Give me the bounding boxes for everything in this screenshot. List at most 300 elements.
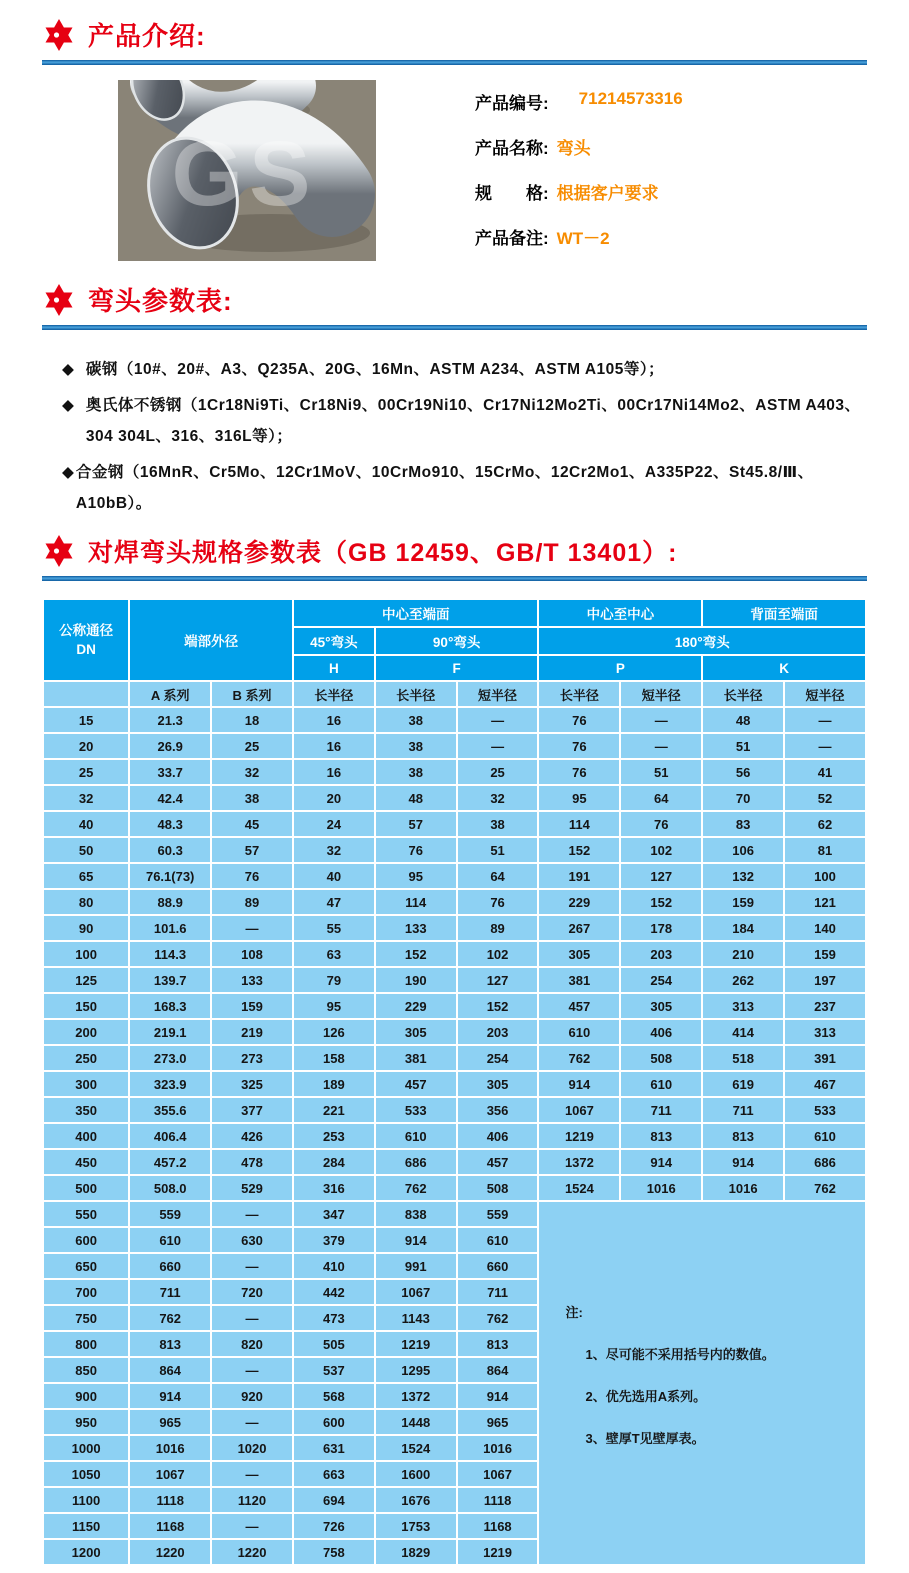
table-cell: 56 bbox=[703, 760, 783, 784]
table-cell: 533 bbox=[785, 1098, 865, 1122]
product-field-label: 产品备注: bbox=[475, 229, 549, 248]
table-row bbox=[44, 708, 865, 732]
table-header-cell: F bbox=[376, 656, 538, 680]
table-cell: 76.1(73) bbox=[130, 864, 210, 888]
table-cell: 305 bbox=[539, 942, 619, 966]
table-cell: 838 bbox=[376, 1202, 456, 1226]
table-cell: 762 bbox=[458, 1306, 538, 1330]
table-cell: 76 bbox=[621, 812, 701, 836]
table-cell: 1600 bbox=[376, 1462, 456, 1486]
table-cell: 381 bbox=[539, 968, 619, 992]
table-header-cell: H bbox=[294, 656, 374, 680]
table-cell: 184 bbox=[703, 916, 783, 940]
table-cell: 1219 bbox=[376, 1332, 456, 1356]
table-cell: 313 bbox=[785, 1020, 865, 1044]
table-cell: 473 bbox=[294, 1306, 374, 1330]
table-cell: 62 bbox=[785, 812, 865, 836]
table-row bbox=[44, 812, 865, 836]
table-cell: 442 bbox=[294, 1280, 374, 1304]
table-cell: 219 bbox=[212, 1020, 292, 1044]
table-cell: 127 bbox=[621, 864, 701, 888]
table-note-cell bbox=[539, 1202, 865, 1564]
table-cell: 1000 bbox=[44, 1436, 128, 1460]
table-cell: 262 bbox=[703, 968, 783, 992]
table-cell: 267 bbox=[539, 916, 619, 940]
table-cell: 316 bbox=[294, 1176, 374, 1200]
table-cell: 457 bbox=[376, 1072, 456, 1096]
table-cell: 1120 bbox=[212, 1488, 292, 1512]
table-cell: 813 bbox=[703, 1124, 783, 1148]
product-field bbox=[475, 224, 683, 269]
table-cell: 203 bbox=[621, 942, 701, 966]
product-field-value: 弯头 bbox=[556, 139, 591, 158]
table-cell: 26.9 bbox=[130, 734, 210, 758]
materials-list bbox=[42, 354, 867, 519]
table-cell: 864 bbox=[458, 1358, 538, 1382]
red-star-icon bbox=[42, 18, 76, 52]
table-cell: 550 bbox=[44, 1202, 128, 1226]
table-cell: 25 bbox=[458, 760, 538, 784]
table-cell: 76 bbox=[539, 708, 619, 732]
table-cell: — bbox=[212, 916, 292, 940]
table-cell: 152 bbox=[376, 942, 456, 966]
table-cell: 100 bbox=[44, 942, 128, 966]
table-cell: 197 bbox=[785, 968, 865, 992]
table-cell: 63 bbox=[294, 942, 374, 966]
table-cell: 457 bbox=[458, 1150, 538, 1174]
table-row bbox=[44, 1176, 865, 1200]
divider-line bbox=[42, 60, 867, 65]
table-cell: 20 bbox=[294, 786, 374, 810]
table-cell: 1020 bbox=[212, 1436, 292, 1460]
table-cell: 33.7 bbox=[130, 760, 210, 784]
table-subheader-cell: A 系列 bbox=[130, 682, 210, 706]
table-cell: 158 bbox=[294, 1046, 374, 1070]
table-cell: 32 bbox=[294, 838, 374, 862]
table-cell: 203 bbox=[458, 1020, 538, 1044]
table-subheader-cell: B 系列 bbox=[212, 682, 292, 706]
table-cell: 377 bbox=[212, 1098, 292, 1122]
table-subheader-cell: 长半径 bbox=[376, 682, 456, 706]
photo-watermark: GS bbox=[171, 123, 317, 225]
table-cell: 660 bbox=[458, 1254, 538, 1278]
table-cell: 347 bbox=[294, 1202, 374, 1226]
table-cell: 914 bbox=[458, 1384, 538, 1408]
table-subheader-cell: 短半径 bbox=[785, 682, 865, 706]
table-row bbox=[44, 864, 865, 888]
table-cell: 619 bbox=[703, 1072, 783, 1096]
table-cell: 350 bbox=[44, 1098, 128, 1122]
table-cell: 108 bbox=[212, 942, 292, 966]
table-cell: 900 bbox=[44, 1384, 128, 1408]
table-cell: 81 bbox=[785, 838, 865, 862]
table-cell: 457.2 bbox=[130, 1150, 210, 1174]
table-cell: 48 bbox=[703, 708, 783, 732]
table-cell: 914 bbox=[130, 1384, 210, 1408]
table-cell: 305 bbox=[376, 1020, 456, 1044]
table-cell: 191 bbox=[539, 864, 619, 888]
table-cell: 991 bbox=[376, 1254, 456, 1278]
table-cell: 313 bbox=[703, 994, 783, 1018]
table-cell: 700 bbox=[44, 1280, 128, 1304]
table-cell: 200 bbox=[44, 1020, 128, 1044]
table-header-cell: P bbox=[539, 656, 701, 680]
table-cell: 1200 bbox=[44, 1540, 128, 1564]
table-cell: 305 bbox=[621, 994, 701, 1018]
table-cell: 631 bbox=[294, 1436, 374, 1460]
table-cell: 210 bbox=[703, 942, 783, 966]
table-cell: 381 bbox=[376, 1046, 456, 1070]
table-subheader-cell: 长半径 bbox=[294, 682, 374, 706]
table-cell: 694 bbox=[294, 1488, 374, 1512]
table-cell: 1295 bbox=[376, 1358, 456, 1382]
table-header-cell: 45°弯头 bbox=[294, 628, 374, 654]
table-cell: 800 bbox=[44, 1332, 128, 1356]
table-row bbox=[44, 890, 865, 914]
table-row bbox=[44, 942, 865, 966]
table-row bbox=[44, 968, 865, 992]
table-header-cell: 公称通径 DN bbox=[44, 600, 128, 680]
table-cell: 610 bbox=[539, 1020, 619, 1044]
product-field bbox=[475, 134, 683, 179]
table-cell: 114 bbox=[539, 812, 619, 836]
table-cell: 64 bbox=[458, 864, 538, 888]
table-cell: 250 bbox=[44, 1046, 128, 1070]
table-cell: 478 bbox=[212, 1150, 292, 1174]
table-header-cell: K bbox=[703, 656, 865, 680]
table-cell: 16 bbox=[294, 760, 374, 784]
table-cell: 1067 bbox=[376, 1280, 456, 1304]
table-cell: 114.3 bbox=[130, 942, 210, 966]
material-bullet-text: 碳钢（10#、20#、A3、Q235A、20G、16Mn、ASTM A234、ASTM A105等）； bbox=[85, 361, 665, 378]
table-cell: 133 bbox=[212, 968, 292, 992]
table-cell: 16 bbox=[294, 708, 374, 732]
table-row bbox=[44, 600, 865, 626]
table-cell: 762 bbox=[130, 1306, 210, 1330]
table-cell: 229 bbox=[376, 994, 456, 1018]
material-bullet-text: 合金钢（16MnR、Cr5Mo、12Cr1MoV、10CrMo910、15CrMo、12Cr2Mo1、A335P22、St45.8/Ⅲ、A10bB）。 bbox=[75, 464, 814, 512]
table-cell: 125 bbox=[44, 968, 128, 992]
table-cell: 1118 bbox=[130, 1488, 210, 1512]
product-field-label: 产品编号: bbox=[475, 94, 549, 113]
table-cell: 48 bbox=[376, 786, 456, 810]
table-cell: 76 bbox=[539, 734, 619, 758]
table-cell: 95 bbox=[376, 864, 456, 888]
table-row bbox=[44, 838, 865, 862]
table-cell: 60.3 bbox=[130, 838, 210, 862]
table-row bbox=[44, 1098, 865, 1122]
table-cell: 102 bbox=[621, 838, 701, 862]
table-cell: — bbox=[212, 1254, 292, 1278]
table-cell: 32 bbox=[458, 786, 538, 810]
table-cell: 140 bbox=[785, 916, 865, 940]
table-cell: 559 bbox=[130, 1202, 210, 1226]
table-cell: 406 bbox=[621, 1020, 701, 1044]
table-cell: 189 bbox=[294, 1072, 374, 1096]
table-cell: 323.9 bbox=[130, 1072, 210, 1096]
table-cell: 101.6 bbox=[130, 916, 210, 940]
table-cell: 1050 bbox=[44, 1462, 128, 1486]
table-cell: 38 bbox=[376, 734, 456, 758]
table-header-cell: 中心至端面 bbox=[294, 600, 538, 626]
table-cell: 1219 bbox=[458, 1540, 538, 1564]
table-cell: 15 bbox=[44, 708, 128, 732]
table-cell: 90 bbox=[44, 916, 128, 940]
table-cell: 32 bbox=[44, 786, 128, 810]
table-cell: 610 bbox=[621, 1072, 701, 1096]
table-cell: — bbox=[621, 734, 701, 758]
note-item: 2、优先选用A系列。 bbox=[585, 1389, 707, 1404]
section-intro-header bbox=[42, 0, 867, 53]
product-field-label: 规 格: bbox=[475, 184, 549, 203]
table-cell: 537 bbox=[294, 1358, 374, 1382]
section-intro-title: 产品介绍: bbox=[88, 21, 206, 51]
table-row bbox=[44, 916, 865, 940]
table-cell: 32 bbox=[212, 760, 292, 784]
product-field bbox=[475, 89, 683, 134]
table-cell: 508.0 bbox=[130, 1176, 210, 1200]
table-row bbox=[44, 760, 865, 784]
table-cell: 132 bbox=[703, 864, 783, 888]
table-header-cell: 90°弯头 bbox=[376, 628, 538, 654]
red-star-icon bbox=[42, 283, 76, 317]
table-cell: 178 bbox=[621, 916, 701, 940]
table-cell: 1067 bbox=[458, 1462, 538, 1486]
table-header-cell: 背面至端面 bbox=[703, 600, 865, 626]
table-cell: 920 bbox=[212, 1384, 292, 1408]
table-cell: 190 bbox=[376, 968, 456, 992]
table-cell: 820 bbox=[212, 1332, 292, 1356]
material-bullet bbox=[62, 390, 867, 452]
divider-line bbox=[42, 325, 867, 330]
table-cell: 965 bbox=[130, 1410, 210, 1434]
table-cell: 254 bbox=[621, 968, 701, 992]
table-cell: 254 bbox=[458, 1046, 538, 1070]
table-cell: 1524 bbox=[376, 1436, 456, 1460]
note-item: 1、尽可能不采用括号内的数值。 bbox=[585, 1347, 775, 1362]
table-cell: 16 bbox=[294, 734, 374, 758]
table-row bbox=[44, 1046, 865, 1070]
table-cell: 38 bbox=[458, 812, 538, 836]
table-cell: 1448 bbox=[376, 1410, 456, 1434]
table-cell: 159 bbox=[703, 890, 783, 914]
table-cell: 1829 bbox=[376, 1540, 456, 1564]
divider-line bbox=[42, 576, 867, 581]
table-subheader-cell: 长半径 bbox=[539, 682, 619, 706]
product-intro-row bbox=[42, 80, 867, 261]
table-cell: 127 bbox=[458, 968, 538, 992]
table-cell: 89 bbox=[212, 890, 292, 914]
table-cell: 51 bbox=[703, 734, 783, 758]
table-cell: 159 bbox=[212, 994, 292, 1018]
table-cell: 529 bbox=[212, 1176, 292, 1200]
table-cell: 168.3 bbox=[130, 994, 210, 1018]
table-cell: — bbox=[212, 1462, 292, 1486]
table-cell: 121 bbox=[785, 890, 865, 914]
table-cell: 1016 bbox=[703, 1176, 783, 1200]
table-cell: — bbox=[212, 1410, 292, 1434]
table-cell: 229 bbox=[539, 890, 619, 914]
table-cell: 1118 bbox=[458, 1488, 538, 1512]
table-cell: 914 bbox=[621, 1150, 701, 1174]
table-cell: 813 bbox=[130, 1332, 210, 1356]
table-cell: 426 bbox=[212, 1124, 292, 1148]
table-cell: 114 bbox=[376, 890, 456, 914]
table-subheader-cell: 短半径 bbox=[458, 682, 538, 706]
product-field-value: 根据客户要求 bbox=[556, 184, 659, 203]
product-photo bbox=[118, 80, 376, 261]
material-bullet-text: 奥氏体不锈钢（1Cr18Ni9Ti、Cr18Ni9、00Cr19Ni10、Cr17Ni12Mo2Ti、00Cr17Ni14Mo2、ASTM A403、304 304L、316、316L等）； bbox=[85, 397, 861, 445]
table-cell: 406 bbox=[458, 1124, 538, 1148]
table-cell: — bbox=[212, 1306, 292, 1330]
table-row bbox=[44, 786, 865, 810]
table-cell: 42.4 bbox=[130, 786, 210, 810]
table-cell: 410 bbox=[294, 1254, 374, 1278]
table-cell: 356 bbox=[458, 1098, 538, 1122]
table-cell: 533 bbox=[376, 1098, 456, 1122]
table-cell: 1220 bbox=[130, 1540, 210, 1564]
diamond-bullet-icon: ◆ bbox=[62, 397, 74, 414]
table-cell: 126 bbox=[294, 1020, 374, 1044]
table-cell: 159 bbox=[785, 942, 865, 966]
table-cell: 65 bbox=[44, 864, 128, 888]
table-cell: 152 bbox=[621, 890, 701, 914]
table-cell: — bbox=[212, 1202, 292, 1226]
table-subheader-cell: 短半径 bbox=[621, 682, 701, 706]
table-cell: 40 bbox=[44, 812, 128, 836]
table-cell: 40 bbox=[294, 864, 374, 888]
table-row bbox=[44, 734, 865, 758]
table-cell: 457 bbox=[539, 994, 619, 1018]
table-cell: 610 bbox=[130, 1228, 210, 1252]
table-cell: 76 bbox=[376, 838, 456, 862]
table-cell: 686 bbox=[376, 1150, 456, 1174]
table-cell: 89 bbox=[458, 916, 538, 940]
table-cell: 284 bbox=[294, 1150, 374, 1174]
table-cell: 914 bbox=[703, 1150, 783, 1174]
table-cell: 273.0 bbox=[130, 1046, 210, 1070]
table-cell: 568 bbox=[294, 1384, 374, 1408]
table-cell: 1143 bbox=[376, 1306, 456, 1330]
table-cell: 950 bbox=[44, 1410, 128, 1434]
table-cell: — bbox=[785, 734, 865, 758]
table-cell: 750 bbox=[44, 1306, 128, 1330]
table-cell: 95 bbox=[294, 994, 374, 1018]
table-cell: 70 bbox=[703, 786, 783, 810]
table-cell: 95 bbox=[539, 786, 619, 810]
table-cell: 1372 bbox=[376, 1384, 456, 1408]
table-cell: 850 bbox=[44, 1358, 128, 1382]
table-cell: 726 bbox=[294, 1514, 374, 1538]
table-cell: — bbox=[458, 708, 538, 732]
table-cell: 1168 bbox=[130, 1514, 210, 1538]
table-cell: 55 bbox=[294, 916, 374, 940]
table-cell: 38 bbox=[376, 760, 456, 784]
table-cell: 1016 bbox=[130, 1436, 210, 1460]
table-cell: 139.7 bbox=[130, 968, 210, 992]
table-cell: 300 bbox=[44, 1072, 128, 1096]
table-cell: 325 bbox=[212, 1072, 292, 1096]
table-row bbox=[44, 1020, 865, 1044]
table-header-cell: 端部外径 bbox=[130, 600, 292, 680]
table-cell: 720 bbox=[212, 1280, 292, 1304]
table-subheader-cell: 长半径 bbox=[703, 682, 783, 706]
table-cell: 48.3 bbox=[130, 812, 210, 836]
table-cell: 41 bbox=[785, 760, 865, 784]
table-cell: — bbox=[785, 708, 865, 732]
table-cell: 379 bbox=[294, 1228, 374, 1252]
table-cell: 1016 bbox=[621, 1176, 701, 1200]
table-cell: — bbox=[458, 734, 538, 758]
table-cell: 914 bbox=[539, 1072, 619, 1096]
section-spec-header bbox=[42, 533, 867, 569]
table-row bbox=[44, 1124, 865, 1148]
table-cell: 600 bbox=[44, 1228, 128, 1252]
table-cell: 21.3 bbox=[130, 708, 210, 732]
table-cell: 76 bbox=[212, 864, 292, 888]
table-cell: 24 bbox=[294, 812, 374, 836]
table-cell: 18 bbox=[212, 708, 292, 732]
table-cell: 102 bbox=[458, 942, 538, 966]
table-row bbox=[44, 1202, 865, 1226]
spec-table bbox=[42, 598, 867, 1566]
table-row bbox=[44, 1150, 865, 1174]
table-header-cell: 180°弯头 bbox=[539, 628, 865, 654]
table-cell: 965 bbox=[458, 1410, 538, 1434]
table-cell: 1219 bbox=[539, 1124, 619, 1148]
product-field bbox=[475, 179, 683, 224]
table-cell: 650 bbox=[44, 1254, 128, 1278]
table-cell: 45 bbox=[212, 812, 292, 836]
table-cell: 64 bbox=[621, 786, 701, 810]
table-cell: 76 bbox=[458, 890, 538, 914]
table-cell: 51 bbox=[458, 838, 538, 862]
table-cell: 1220 bbox=[212, 1540, 292, 1564]
table-cell: 686 bbox=[785, 1150, 865, 1174]
table-cell: 711 bbox=[458, 1280, 538, 1304]
table-cell: 76 bbox=[539, 760, 619, 784]
table-cell: 1753 bbox=[376, 1514, 456, 1538]
table-cell: 762 bbox=[785, 1176, 865, 1200]
table-cell: 406.4 bbox=[130, 1124, 210, 1148]
table-cell: 630 bbox=[212, 1228, 292, 1252]
table-cell: 467 bbox=[785, 1072, 865, 1096]
table-cell: 100 bbox=[785, 864, 865, 888]
table-cell: 610 bbox=[376, 1124, 456, 1148]
table-cell: 106 bbox=[703, 838, 783, 862]
table-cell: 762 bbox=[539, 1046, 619, 1070]
table-cell: 52 bbox=[785, 786, 865, 810]
table-cell: 355.6 bbox=[130, 1098, 210, 1122]
table-cell: 1067 bbox=[539, 1098, 619, 1122]
section-params-title: 弯头参数表: bbox=[88, 286, 233, 316]
table-cell: 221 bbox=[294, 1098, 374, 1122]
table-cell: 758 bbox=[294, 1540, 374, 1564]
table-cell: 51 bbox=[621, 760, 701, 784]
table-cell: 864 bbox=[130, 1358, 210, 1382]
table-cell: 508 bbox=[458, 1176, 538, 1200]
table-cell: 518 bbox=[703, 1046, 783, 1070]
table-cell: 610 bbox=[458, 1228, 538, 1252]
material-bullet bbox=[62, 457, 867, 519]
table-cell: 914 bbox=[376, 1228, 456, 1252]
table-cell: 610 bbox=[785, 1124, 865, 1148]
table-cell: 47 bbox=[294, 890, 374, 914]
table-row bbox=[44, 994, 865, 1018]
table-cell: 83 bbox=[703, 812, 783, 836]
product-field-value: 71214573316 bbox=[578, 89, 683, 108]
product-field-value: WT－2 bbox=[556, 229, 610, 248]
